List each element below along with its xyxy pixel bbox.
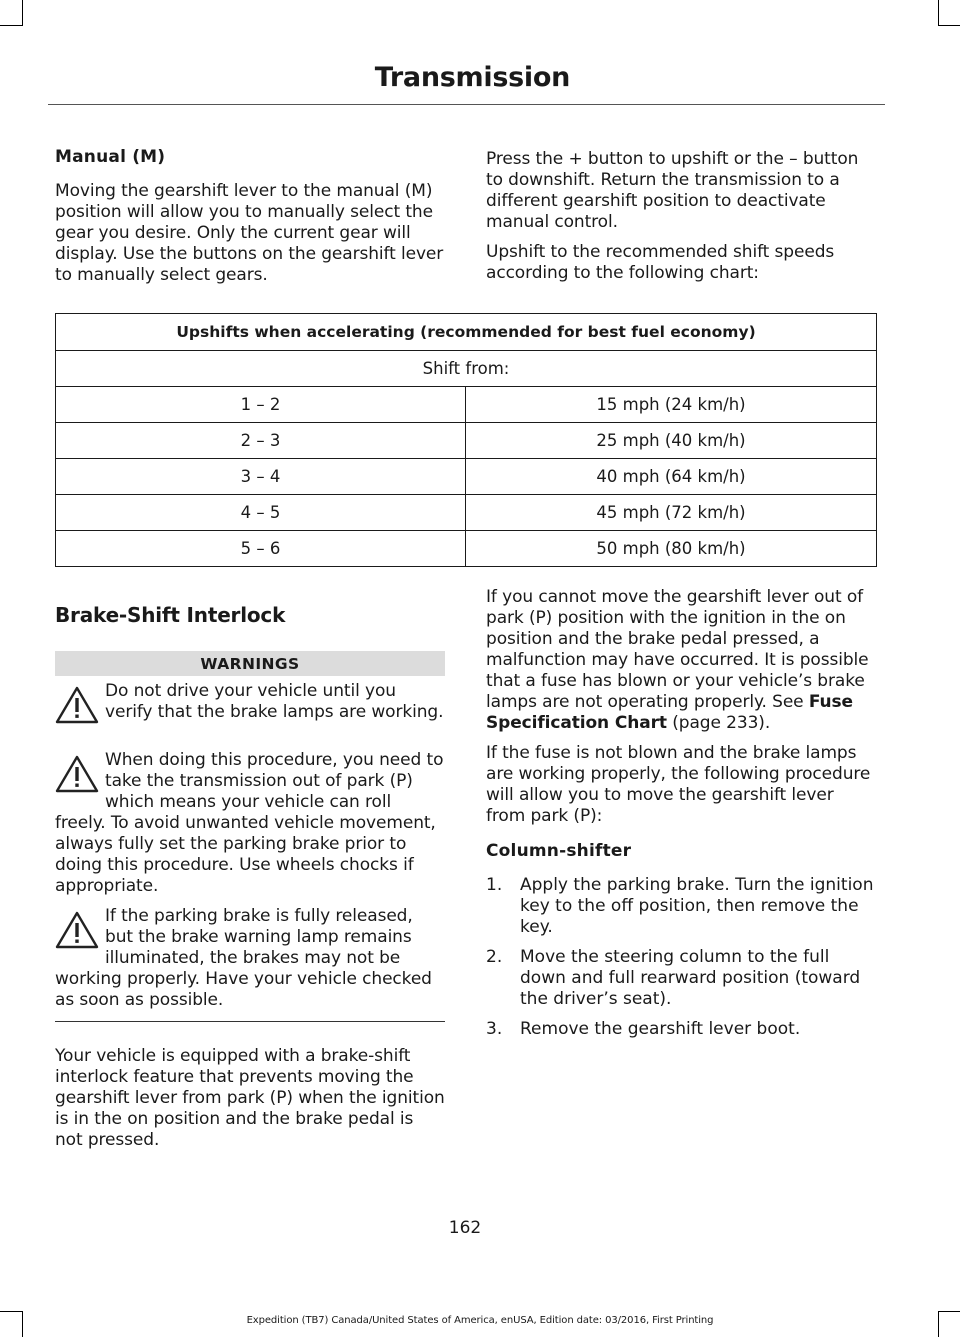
list-item	[486, 1019, 878, 1040]
table-caption-row	[56, 314, 877, 351]
manual-mode-section	[55, 147, 447, 286]
warning-triangle-icon	[55, 686, 99, 724]
paragraph	[486, 587, 878, 734]
page-title: Transmission	[374, 62, 570, 93]
paragraph: Press the + button to upshift or the – button to downshift. Return the transmission to a different gearshift position to deactivate manual control.	[486, 149, 859, 232]
table-row	[56, 531, 877, 567]
step-text: Remove the gearshift lever boot.	[520, 1019, 801, 1039]
crop-mark	[938, 1311, 960, 1312]
subheading: Column-shifter	[486, 841, 632, 861]
list-item	[486, 947, 878, 1010]
warnings-bar: WARNINGS	[55, 651, 445, 676]
shift-cell: 1 – 2	[56, 387, 466, 423]
shift-cell: 3 – 4	[56, 459, 466, 495]
step-number: 1.	[486, 875, 503, 895]
warning-text: Do not drive your vehicle until you verify that the brake lamps are working.	[105, 681, 444, 722]
table-row	[56, 423, 877, 459]
procedure-list	[486, 875, 878, 1040]
crop-mark	[0, 25, 22, 26]
step-number: 3.	[486, 1019, 503, 1039]
table-row	[56, 495, 877, 531]
shift-cell: 5 – 6	[56, 531, 466, 567]
upshift-table	[55, 313, 877, 567]
speed-cell: 50 mph (80 km/h)	[466, 531, 877, 567]
crop-mark	[938, 25, 960, 26]
header-rule	[48, 104, 885, 105]
shift-cell: 2 – 3	[56, 423, 466, 459]
table-subheader: Shift from:	[56, 351, 877, 387]
paragraph: Upshift to the recommended shift speeds according to the following chart:	[486, 242, 835, 283]
cross-reference-link[interactable]: Fuse Specification Chart	[486, 692, 853, 733]
section-heading: Manual (M)	[55, 147, 166, 167]
table-caption: Upshifts when accelerating (recommended for best fuel economy)	[56, 314, 877, 351]
speed-cell: 45 mph (72 km/h)	[466, 495, 877, 531]
warning-triangle-icon	[55, 755, 99, 793]
paragraph: Your vehicle is equipped with a brake-shift interlock feature that prevents moving the gearshift lever from park (P) when the ignition is in the on position and the brake pedal is not pressed.	[55, 1046, 445, 1150]
table-row	[56, 387, 877, 423]
step-text: Move the steering column to the full down and full rearward position (toward the driver’s seat).	[520, 947, 861, 1009]
step-number: 2.	[486, 947, 503, 967]
paragraph-text: If you cannot move the gearshift lever out of park (P) position with the ignition in the on position and the brake pedal pressed, a malfunction may have occurred. It is possible that a fuse has blown or your vehicle’s brake lamps are not operating properly. See	[486, 587, 869, 712]
speed-cell: 15 mph (24 km/h)	[466, 387, 877, 423]
warning-item	[55, 750, 445, 897]
footer-text: Expedition (TB7) Canada/United States of America, enUSA, Edition date: 03/2016, First Printing	[246, 1315, 714, 1326]
speed-cell: 25 mph (40 km/h)	[466, 423, 877, 459]
page-number: 162	[448, 1218, 482, 1238]
step-text: Apply the parking brake. Turn the ignition key to the off position, then remove the key.	[520, 875, 874, 937]
page-reference: (page 233).	[672, 713, 771, 733]
warning-item	[55, 906, 445, 1011]
crop-mark	[0, 1311, 22, 1312]
crop-mark	[22, 0, 23, 26]
manual-mode-section-continued	[486, 149, 878, 284]
shift-cell: 4 – 5	[56, 495, 466, 531]
warning-triangle-icon	[55, 911, 99, 949]
table-row	[56, 459, 877, 495]
warning-text: If the parking brake is fully released, but the brake warning lamp remains illuminated, the brakes may not be working properly. Have your vehicle checked as soon as possible.	[55, 906, 432, 1010]
list-item	[486, 875, 878, 938]
section-heading: Brake-Shift Interlock	[55, 603, 286, 627]
brake-shift-section-continued	[486, 587, 878, 1049]
speed-cell: 40 mph (64 km/h)	[466, 459, 877, 495]
paragraph: Moving the gearshift lever to the manual (M) position will allow you to manually select the gear you desire. Only the current gear will display. Use the buttons on the gearshift lever to manually select gears.	[55, 181, 444, 285]
warning-text: When doing this procedure, you need to take the transmission out of park (P) which means your vehicle can roll freely. To avoid unwanted vehicle movement, always fully set the parking brake prior to doing this procedure. Use wheels chocks if appropriate.	[55, 750, 444, 896]
crop-mark	[938, 0, 939, 26]
table-subheader-row	[56, 351, 877, 387]
brake-shift-section	[55, 603, 445, 1151]
warning-item	[55, 681, 445, 741]
paragraph: If the fuse is not blown and the brake lamps are working properly, the following procedure will allow you to move the gearshift lever from park (P):	[486, 743, 871, 826]
